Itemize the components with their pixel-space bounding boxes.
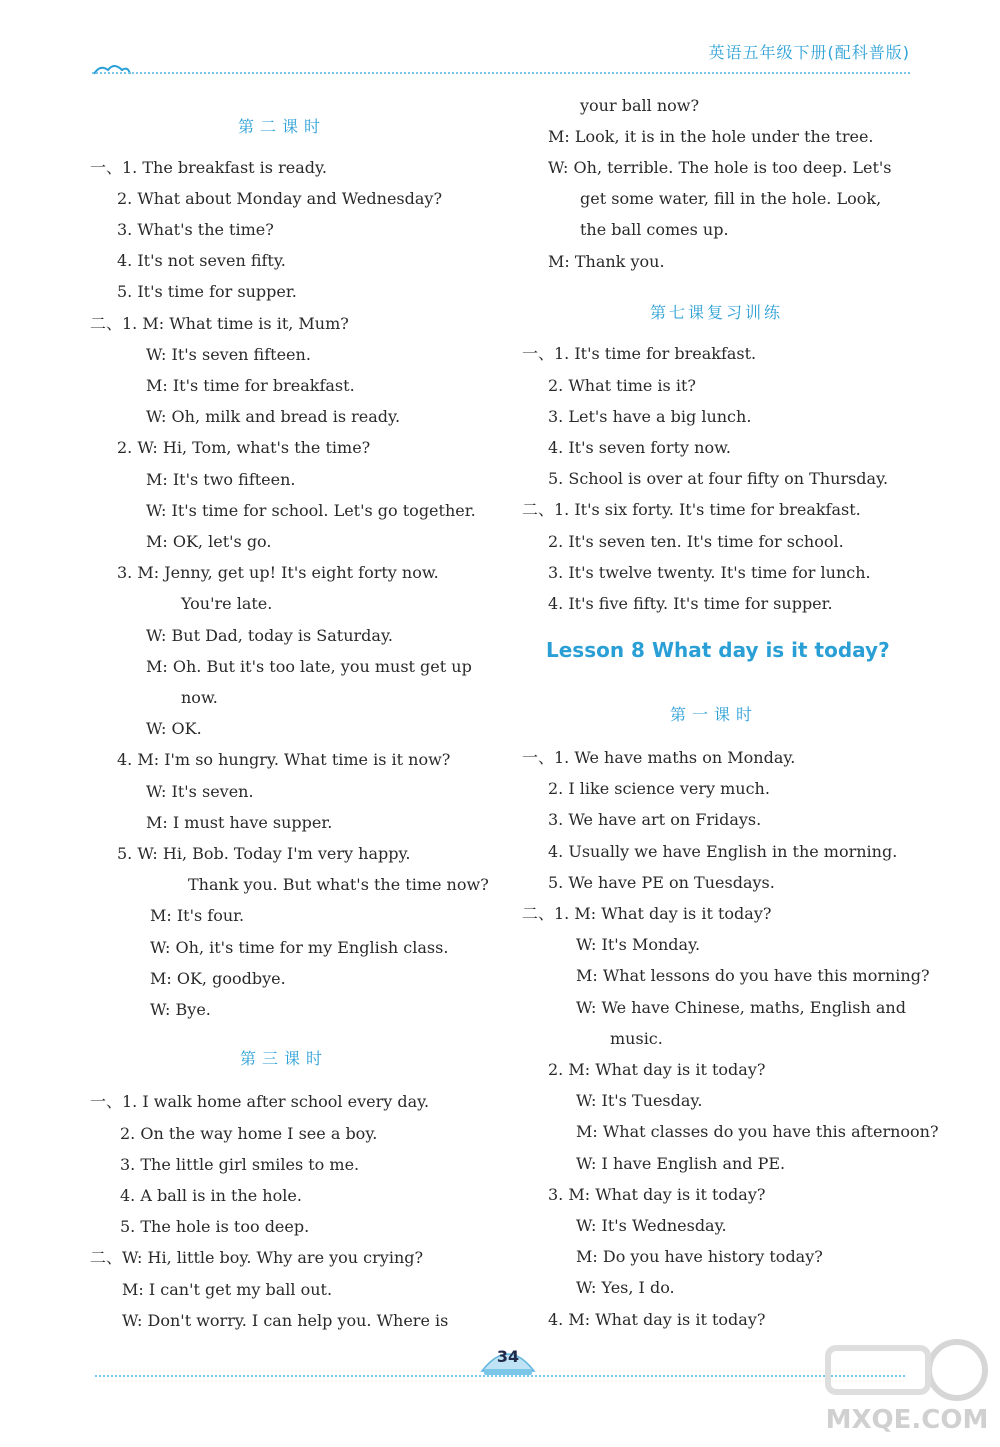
text-line: 5. School is over at four fifty on Thursday. — [548, 469, 889, 488]
text-line: 一、1. I walk home after school every day. — [90, 1092, 430, 1111]
text-line: 4. Usually we have English in the morning. — [548, 842, 898, 861]
text-line: 3. M: Jenny, get up! It's eight forty now. — [117, 563, 439, 582]
text-line: 2. On the way home I see a boy. — [120, 1124, 378, 1143]
page-number: 34 — [496, 1347, 520, 1366]
header-divider — [92, 72, 910, 74]
text-line: M: Do you have history today? — [576, 1247, 823, 1266]
text-line: W: OK. — [146, 719, 202, 738]
text-line: W: Oh, milk and bread is ready. — [146, 407, 401, 426]
text-line: W: We have Chinese, maths, English and — [576, 998, 906, 1017]
text-line: W: It's Tuesday. — [576, 1091, 703, 1110]
section-heading-lesson-1: 第一课时 — [670, 705, 759, 724]
text-line: get some water, fill in the hole. Look, — [580, 189, 882, 208]
text-line: W: But Dad, today is Saturday. — [146, 626, 393, 645]
text-line: Thank you. But what's the time now? — [188, 875, 489, 894]
text-line: M: What lessons do you have this morning? — [576, 966, 930, 985]
text-line: W: Bye. — [150, 1000, 211, 1019]
section-heading-lesson-2: 第二课时 — [238, 117, 327, 136]
text-line: M: Look, it is in the hole under the tree. — [548, 127, 874, 146]
section-heading-review-7: 第七课复习训练 — [650, 303, 784, 322]
page-header — [0, 0, 1000, 90]
text-line: 3. Let's have a big lunch. — [548, 407, 752, 426]
text-line: M: I must have supper. — [146, 813, 333, 832]
text-line: W: It's Monday. — [576, 935, 701, 954]
cloud-ornament-icon — [92, 60, 132, 78]
text-line: M: Thank you. — [548, 252, 665, 271]
text-line: your ball now? — [580, 96, 700, 115]
text-line: 二、W: Hi, little boy. Why are you crying? — [90, 1248, 424, 1267]
text-line: M: I can't get my ball out. — [122, 1280, 333, 1299]
section-heading-lesson-3: 第三课时 — [240, 1049, 329, 1068]
text-line: 4. It's not seven fifty. — [117, 251, 286, 270]
text-line: now. — [181, 688, 218, 707]
text-line: 二、1. M: What time is it, Mum? — [90, 314, 349, 333]
book-title: 英语五年级下册(配科普版) — [708, 43, 910, 62]
text-line: M: It's time for breakfast. — [146, 376, 355, 395]
text-line: 3. M: What day is it today? — [548, 1185, 766, 1204]
text-line: 5. We have PE on Tuesdays. — [548, 873, 775, 892]
text-line: 一、1. It's time for breakfast. — [522, 344, 757, 363]
text-line: M: It's four. — [150, 906, 245, 925]
text-line: 2. What about Monday and Wednesday? — [117, 189, 443, 208]
watermark-logo — [822, 1330, 992, 1440]
text-line: W: I have English and PE. — [576, 1154, 786, 1173]
text-line: 二、1. It's six forty. It's time for breakfast. — [522, 500, 861, 519]
text-line: M: OK, let's go. — [146, 532, 272, 551]
text-line: M: It's two fifteen. — [146, 470, 296, 489]
text-line: M: What classes do you have this afternoon? — [576, 1122, 939, 1141]
text-line: You're late. — [181, 594, 273, 613]
text-line: 2. It's seven ten. It's time for school. — [548, 532, 844, 551]
text-line: M: Oh. But it's too late, you must get up — [146, 657, 472, 676]
text-line: W: Oh, it's time for my English class. — [150, 938, 449, 957]
text-line: W: Don't worry. I can help you. Where is — [122, 1311, 449, 1330]
text-line: W: It's time for school. Let's go together. — [146, 501, 476, 520]
text-line: 5. W: Hi, Bob. Today I'm very happy. — [117, 844, 411, 863]
text-line: 4. It's seven forty now. — [548, 438, 731, 457]
text-line: 3. The little girl smiles to me. — [120, 1155, 360, 1174]
text-line: 2. M: What day is it today? — [548, 1060, 766, 1079]
text-line: 3. What's the time? — [117, 220, 274, 239]
text-line: 4. M: I'm so hungry. What time is it now? — [117, 750, 451, 769]
text-line: W: It's seven fifteen. — [146, 345, 311, 364]
text-line: 2. W: Hi, Tom, what's the time? — [117, 438, 371, 457]
page-number-badge — [478, 1343, 538, 1379]
text-line: 二、1. M: What day is it today? — [522, 904, 772, 923]
text-line: the ball comes up. — [580, 220, 729, 239]
text-line: 3. We have art on Fridays. — [548, 810, 762, 829]
text-line: 4. It's five fifty. It's time for supper. — [548, 594, 833, 613]
text-line: W: It's seven. — [146, 782, 254, 801]
text-line: 2. I like science very much. — [548, 779, 770, 798]
lesson-8-title: Lesson 8 What day is it today? — [546, 638, 890, 662]
text-line: 5. It's time for supper. — [117, 282, 297, 301]
text-line: 3. It's twelve twenty. It's time for lunch. — [548, 563, 871, 582]
text-line: 一、1. We have maths on Monday. — [522, 748, 796, 767]
text-line: 4. A ball is in the hole. — [120, 1186, 302, 1205]
text-line: 2. What time is it? — [548, 376, 696, 395]
text-line: 5. The hole is too deep. — [120, 1217, 310, 1236]
watermark-text: MXQE.COM — [825, 1405, 989, 1435]
text-line: M: OK, goodbye. — [150, 969, 286, 988]
text-line: W: It's Wednesday. — [576, 1216, 727, 1235]
text-line: 一、1. The breakfast is ready. — [90, 158, 327, 177]
text-line: 4. M: What day is it today? — [548, 1310, 766, 1329]
text-line: music. — [610, 1029, 663, 1048]
text-line: W: Yes, I do. — [576, 1278, 675, 1297]
text-line: W: Oh, terrible. The hole is too deep. Let's — [548, 158, 892, 177]
